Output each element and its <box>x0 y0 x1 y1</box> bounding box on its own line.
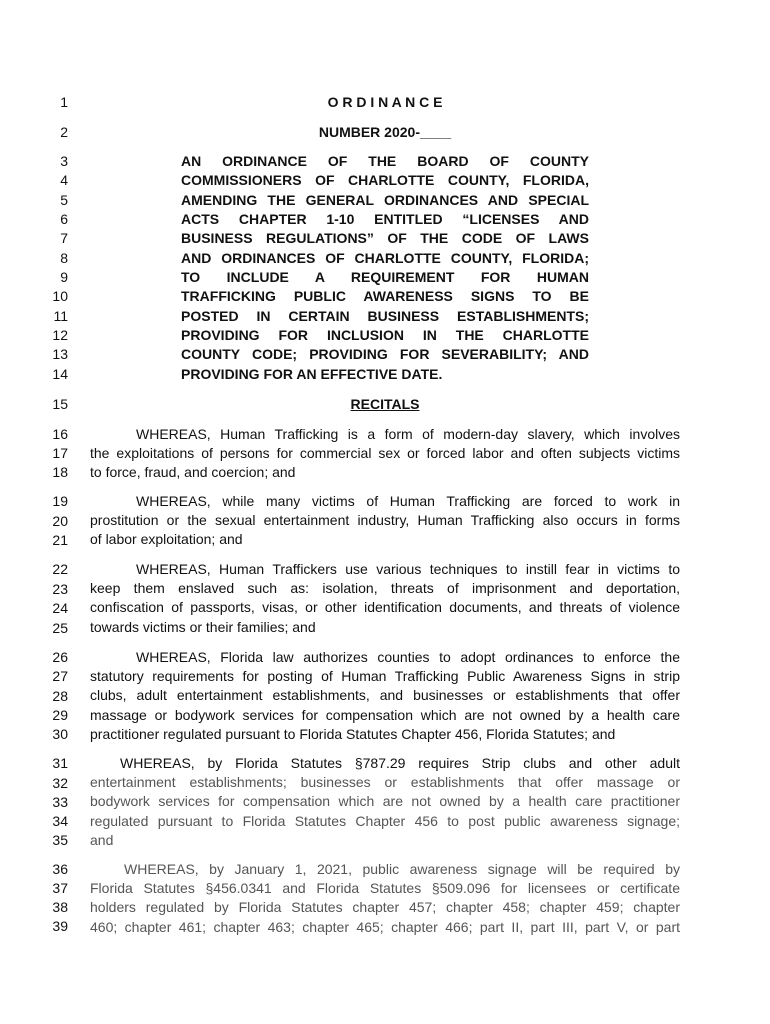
line-number: 10 <box>52 288 68 304</box>
paragraph-line: practitioner regulated pursuant to Florida Statutes Chapter 456, Florida Statutes; and <box>90 725 616 742</box>
line-number: 36 <box>52 861 68 877</box>
line-number: 30 <box>52 726 68 742</box>
line-number: 33 <box>52 794 68 810</box>
heading-line: PROVIDING FOR AN EFFECTIVE DATE. <box>181 365 443 382</box>
line-number: 3 <box>60 153 68 169</box>
recital-paragraph <box>90 560 680 637</box>
line-number: 21 <box>52 532 68 548</box>
line-number: 19 <box>52 493 68 509</box>
line-number: 7 <box>60 230 68 246</box>
line-number: 9 <box>60 269 68 285</box>
line-number: 2 <box>60 124 68 140</box>
line-number: 16 <box>52 426 68 442</box>
line-number: 23 <box>52 581 68 597</box>
line-number: 13 <box>52 346 68 362</box>
ordinance-title: O R D I N A N C E <box>327 94 443 110</box>
line-number: 8 <box>60 250 68 266</box>
line-number: 1 <box>60 94 68 110</box>
line-number: 35 <box>52 832 68 848</box>
line-number: 29 <box>52 707 68 723</box>
paragraph-line: WHEREAS, by Florida Statutes §787.29 requires Strip clubs and other adult <box>120 755 680 771</box>
heading-line: POSTED IN CERTAIN BUSINESS ESTABLISHMENTS; <box>181 307 589 324</box>
recital-paragraph <box>90 860 680 937</box>
paragraph-line: and <box>90 831 114 848</box>
recital-paragraph <box>90 492 680 550</box>
heading-line: TRAFFICKING PUBLIC AWARENESS SIGNS TO BE <box>181 288 589 305</box>
paragraph-line: WHEREAS, Human Traffickers use various techniques to instill fear in victims to <box>136 561 680 577</box>
line-number: 14 <box>52 366 68 382</box>
paragraph-line: confiscation of passports, visas, or other identification documents, and threats of violence <box>90 599 680 616</box>
ordinance-number: NUMBER 2020-____ <box>318 124 452 140</box>
line-number: 27 <box>52 668 68 684</box>
line-number: 6 <box>60 211 68 227</box>
paragraph-line: to force, fraud, and coercion; and <box>90 464 296 481</box>
line-number: 24 <box>52 600 68 616</box>
line-number: 12 <box>52 327 68 343</box>
line-number: 39 <box>52 918 68 934</box>
line-number: 37 <box>52 880 68 896</box>
paragraph-line: keep them enslaved such as: isolation, threats of imprisonment and deportation, <box>90 580 680 597</box>
heading-line: COUNTY CODE; PROVIDING FOR SEVERABILITY; AND <box>181 346 589 363</box>
paragraph-line: clubs, adult entertainment establishments, and businesses or establishments that offer <box>90 687 680 704</box>
heading-line: AND ORDINANCES OF CHARLOTTE COUNTY, FLORIDA; <box>181 249 589 266</box>
paragraph-line: WHEREAS, Florida law authorizes counties to adopt ordinances to enforce the <box>136 649 680 665</box>
line-number: 38 <box>52 899 68 915</box>
paragraph-line: of labor exploitation; and <box>90 531 243 548</box>
line-number: 28 <box>52 688 68 704</box>
line-number: 25 <box>52 620 68 636</box>
paragraph-line: WHEREAS, while many victims of Human Trafficking are forced to work in <box>136 493 680 509</box>
recital-paragraph <box>90 425 680 483</box>
line-number: 26 <box>52 649 68 665</box>
line-number: 34 <box>52 813 68 829</box>
paragraph-line: WHEREAS, Human Trafficking is a form of modern-day slavery, which involves <box>136 426 680 442</box>
paragraph-line: holders regulated by Florida Statutes chapter 457; chapter 458; chapter 459; chapter <box>90 899 680 916</box>
heading-line: BUSINESS REGULATIONS” OF THE CODE OF LAWS <box>181 230 589 247</box>
recitals-heading: RECITALS <box>350 396 420 412</box>
line-number: 5 <box>60 192 68 208</box>
line-number: 17 <box>52 445 68 461</box>
paragraph-line: massage or bodywork services for compensation which are not owned by a health care <box>90 706 680 723</box>
recital-paragraph <box>90 648 680 744</box>
heading-line: TO INCLUDE A REQUIREMENT FOR HUMAN <box>181 269 589 286</box>
ordinance-heading <box>181 152 589 384</box>
line-number: 31 <box>52 755 68 771</box>
heading-line: PROVIDING FOR INCLUSION IN THE CHARLOTTE <box>181 327 589 344</box>
line-number: 11 <box>53 308 68 324</box>
paragraph-line: 460; chapter 461; chapter 463; chapter 465; chapter 466; part II, part III, part V, or part <box>90 918 680 935</box>
heading-line: ACTS CHAPTER 1-10 ENTITLED “LICENSES AND <box>181 211 589 228</box>
heading-line: AMENDING THE GENERAL ORDINANCES AND SPECIAL <box>181 191 589 208</box>
line-number: 4 <box>60 172 68 188</box>
heading-line: AN ORDINANCE OF THE BOARD OF COUNTY <box>181 153 589 169</box>
paragraph-line: Florida Statutes §456.0341 and Florida Statutes §509.096 for licensees or certificate <box>90 880 680 897</box>
paragraph-line: bodywork services for compensation which are not owned by a health care practitioner <box>90 793 680 810</box>
paragraph-line: prostitution or the sexual entertainment industry, Human Trafficking also occurs in forms <box>90 512 680 529</box>
heading-line: COMMISSIONERS OF CHARLOTTE COUNTY, FLORIDA, <box>181 172 589 189</box>
paragraph-line: towards victims or their families; and <box>90 618 316 635</box>
line-number: 32 <box>52 775 68 791</box>
paragraph-line: regulated pursuant to Florida Statutes Chapter 456 to post public awareness signage; <box>90 812 680 829</box>
recital-paragraph <box>90 754 680 850</box>
paragraph-line: the exploitations of persons for commercial sex or forced labor and often subjects victims <box>90 445 680 462</box>
line-number: 15 <box>52 396 68 412</box>
line-number: 22 <box>52 561 68 577</box>
line-number: 18 <box>52 464 68 480</box>
paragraph-line: entertainment establishments; businesses or establishments that offer massage or <box>90 774 680 791</box>
paragraph-line: statutory requirements for posting of Human Trafficking Public Awareness Signs in strip <box>90 668 680 685</box>
paragraph-line: WHEREAS, by January 1, 2021, public awareness signage will be required by <box>124 861 680 877</box>
line-number: 20 <box>52 513 68 529</box>
